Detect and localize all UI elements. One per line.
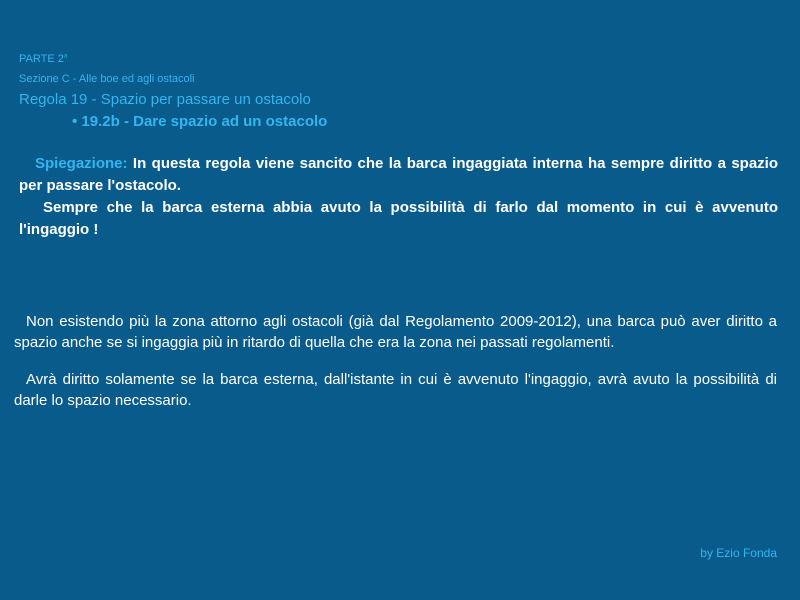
body-paragraph-2: Avrà diritto solamente se la barca esterna, dall'istante in cui è avvenuto l'ingaggio, avrà avuto la possibilità di darle lo spazio necessario. xyxy=(14,371,777,409)
explanation-paragraph-2 xyxy=(19,197,778,241)
explanation-text-1: In questa regola viene sancito che la barca ingaggiata interna ha sempre diritto a spazio per passare l'ostacolo. xyxy=(19,155,778,194)
explanation-block xyxy=(19,153,778,241)
rule-subtitle: • 19.2b - Dare spazio ad un ostacolo xyxy=(72,113,328,130)
section-label: Sezione C - Alle boe ed agli ostacoli xyxy=(19,73,195,85)
part-label xyxy=(19,53,67,65)
explanation-text-2: Sempre che la barca esterna abbia avuto la possibilità di farlo dal momento in cui è avvenuto l'ingaggio ! xyxy=(19,199,778,238)
part-text: PARTE 2 xyxy=(19,53,64,65)
author-credit: by Ezio Fonda xyxy=(700,546,777,560)
explanation-paragraph-1 xyxy=(19,153,778,197)
body-paragraph-1: Non esistendo più la zona attorno agli ostacoli (già dal Regolamento 2009-2012), una barca può aver diritto a spazio anche se si ingaggia più in ritardo di quella che era la zona nei passati regolamenti. xyxy=(14,313,777,351)
part-superscript: a xyxy=(63,53,68,60)
body-block xyxy=(14,311,777,427)
explanation-label: Spiegazione: xyxy=(35,155,128,172)
rule-title: Regola 19 - Spazio per passare un ostacolo xyxy=(19,91,311,108)
